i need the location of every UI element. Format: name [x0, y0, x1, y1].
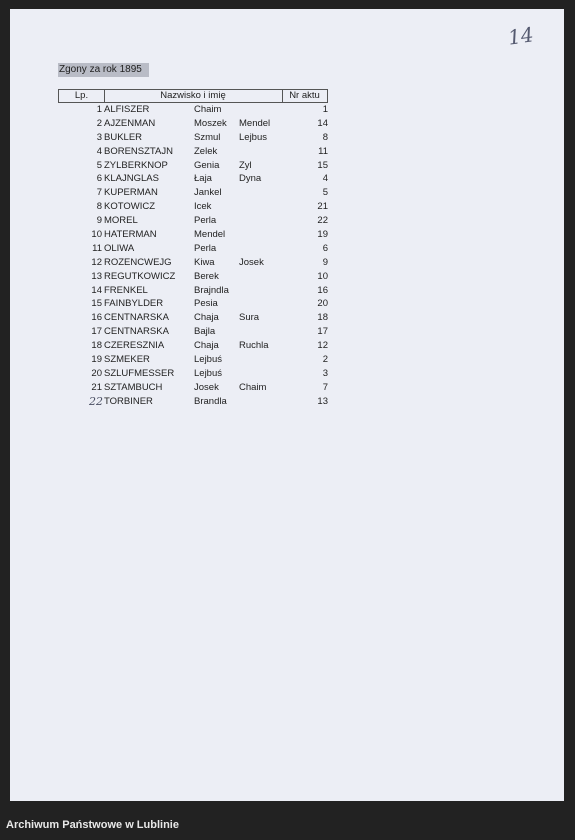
row-lp: 9	[96, 215, 102, 227]
row-lp: 10	[91, 229, 102, 241]
row-first-name: Genia	[194, 159, 220, 171]
row-surname: AJZENMAN	[104, 117, 156, 129]
table-row	[58, 297, 328, 311]
row-lp: 22	[89, 394, 103, 408]
row-act-number: 18	[317, 312, 328, 324]
row-act-number: 22	[317, 215, 328, 227]
row-surname: KLAJNGLAS	[104, 173, 159, 185]
row-surname: MOREL	[104, 215, 138, 227]
row-first-name: Brandla	[194, 395, 227, 407]
column-header-nr: Nr aktu	[289, 90, 320, 101]
table-row	[58, 339, 328, 353]
row-first-name: Zelek	[194, 145, 218, 157]
row-first-name: Chaja	[194, 340, 219, 352]
row-first-name: Łaja	[194, 173, 212, 185]
row-first-name: Perla	[194, 215, 217, 227]
row-second-name: Zyl	[239, 159, 252, 171]
row-surname: HATERMAN	[104, 229, 157, 241]
table-row	[58, 159, 328, 173]
row-surname: ROZENCWEJG	[104, 256, 172, 268]
row-lp: 12	[91, 256, 102, 268]
row-lp: 1	[96, 104, 102, 115]
row-surname: ZYLBERKNOP	[104, 159, 168, 171]
row-act-number: 6	[322, 242, 328, 254]
table-row	[58, 256, 328, 270]
row-surname: CENTNARSKA	[104, 326, 169, 338]
row-surname: REGUTKOWICZ	[104, 270, 176, 282]
row-surname: BORENSZTAJN	[104, 145, 173, 157]
row-lp: 2	[96, 117, 102, 129]
row-surname: SZLUFMESSER	[104, 367, 175, 379]
row-act-number: 13	[317, 395, 328, 407]
row-second-name: Mendel	[239, 117, 271, 129]
table-row	[58, 214, 328, 228]
row-lp: 13	[91, 270, 102, 282]
row-act-number: 5	[322, 187, 328, 199]
row-lp: 20	[91, 367, 102, 379]
row-lp: 21	[91, 381, 102, 393]
row-act-number: 8	[322, 131, 328, 143]
row-first-name: Brajndla	[194, 284, 229, 296]
row-surname: KOTOWICZ	[104, 201, 156, 213]
row-first-name: Lejbuś	[194, 367, 222, 379]
row-first-name: Moszek	[194, 117, 227, 129]
row-act-number: 14	[317, 117, 328, 129]
row-act-number: 15	[317, 159, 328, 171]
row-surname: SZMEKER	[104, 354, 150, 366]
table-row	[58, 131, 328, 145]
row-second-name: Ruchla	[239, 340, 269, 352]
row-surname: CENTNARSKA	[104, 312, 169, 324]
row-lp: 5	[96, 159, 102, 171]
archive-footer: Archiwum Państwowe w Lublinie	[6, 819, 179, 831]
row-surname: FAINBYLDER	[104, 298, 164, 310]
table-row	[58, 325, 328, 339]
row-first-name: Perla	[194, 242, 217, 254]
table-row	[58, 172, 328, 186]
row-first-name: Szmul	[194, 131, 221, 143]
row-lp: 11	[92, 242, 102, 254]
row-act-number: 17	[317, 326, 328, 338]
row-second-name: Josek	[239, 256, 264, 268]
row-lp: 7	[96, 187, 102, 199]
row-lp: 18	[91, 340, 102, 352]
row-first-name: Berek	[194, 270, 219, 282]
row-act-number: 2	[322, 354, 328, 366]
table-header	[58, 89, 328, 103]
handwritten-page-number: 14	[506, 22, 535, 50]
table-row	[58, 103, 328, 117]
row-first-name: Josek	[194, 381, 219, 393]
document-heading: Zgony za rok 1895	[58, 63, 149, 77]
row-second-name: Dyna	[239, 173, 262, 185]
table-row	[58, 186, 328, 200]
row-lp: 14	[91, 284, 102, 296]
column-header-name: Nazwisko i imię	[104, 90, 283, 102]
column-header-lp: Lp.	[59, 90, 105, 102]
row-second-name: Lejbus	[239, 131, 267, 143]
table-row	[58, 311, 328, 325]
row-first-name: Mendel	[194, 229, 226, 241]
row-act-number: 1	[322, 104, 328, 115]
row-lp: 17	[91, 326, 102, 338]
row-surname: KUPERMAN	[104, 187, 158, 199]
row-first-name: Icek	[194, 201, 212, 213]
row-act-number: 19	[317, 229, 328, 241]
table-row	[58, 395, 328, 409]
row-surname: TORBINER	[104, 395, 153, 407]
row-act-number: 7	[322, 381, 328, 393]
table-body	[58, 103, 328, 409]
row-surname: FRENKEL	[104, 284, 148, 296]
row-lp: 15	[91, 298, 102, 310]
table-row	[58, 200, 328, 214]
row-first-name: Pesia	[194, 298, 218, 310]
row-act-number: 12	[317, 340, 328, 352]
table-row	[58, 145, 328, 159]
row-first-name: Bajla	[194, 326, 216, 338]
row-act-number: 4	[322, 173, 328, 185]
row-first-name: Lejbuś	[194, 354, 222, 366]
row-first-name: Chaja	[194, 312, 219, 324]
row-lp: 6	[96, 173, 102, 185]
row-surname: SZTAMBUCH	[104, 381, 163, 393]
row-surname: CZERESZNIA	[104, 340, 165, 352]
table-row	[58, 367, 328, 381]
table-row	[58, 242, 328, 256]
row-surname: BUKLER	[104, 131, 143, 143]
table-row	[58, 270, 328, 284]
row-lp: 4	[96, 145, 102, 157]
row-lp: 3	[96, 131, 102, 143]
table-row	[58, 381, 328, 395]
row-act-number: 21	[317, 201, 328, 213]
row-act-number: 9	[322, 256, 328, 268]
table-row	[58, 353, 328, 367]
row-second-name: Chaim	[239, 381, 267, 393]
row-surname: OLIWA	[104, 242, 135, 254]
row-lp: 16	[91, 312, 102, 324]
row-second-name: Sura	[239, 312, 260, 324]
table-row	[58, 284, 328, 298]
row-first-name: Kiwa	[194, 256, 215, 268]
row-first-name: Chaim	[194, 104, 222, 115]
row-act-number: 16	[317, 284, 328, 296]
row-act-number: 3	[322, 367, 328, 379]
row-surname: ALFISZER	[104, 104, 150, 115]
row-act-number: 20	[317, 298, 328, 310]
row-lp: 8	[96, 201, 102, 213]
row-first-name: Jankel	[194, 187, 222, 199]
row-act-number: 11	[318, 145, 328, 157]
table-row	[58, 228, 328, 242]
row-act-number: 10	[317, 270, 328, 282]
row-lp: 19	[91, 354, 102, 366]
table-row	[58, 117, 328, 131]
